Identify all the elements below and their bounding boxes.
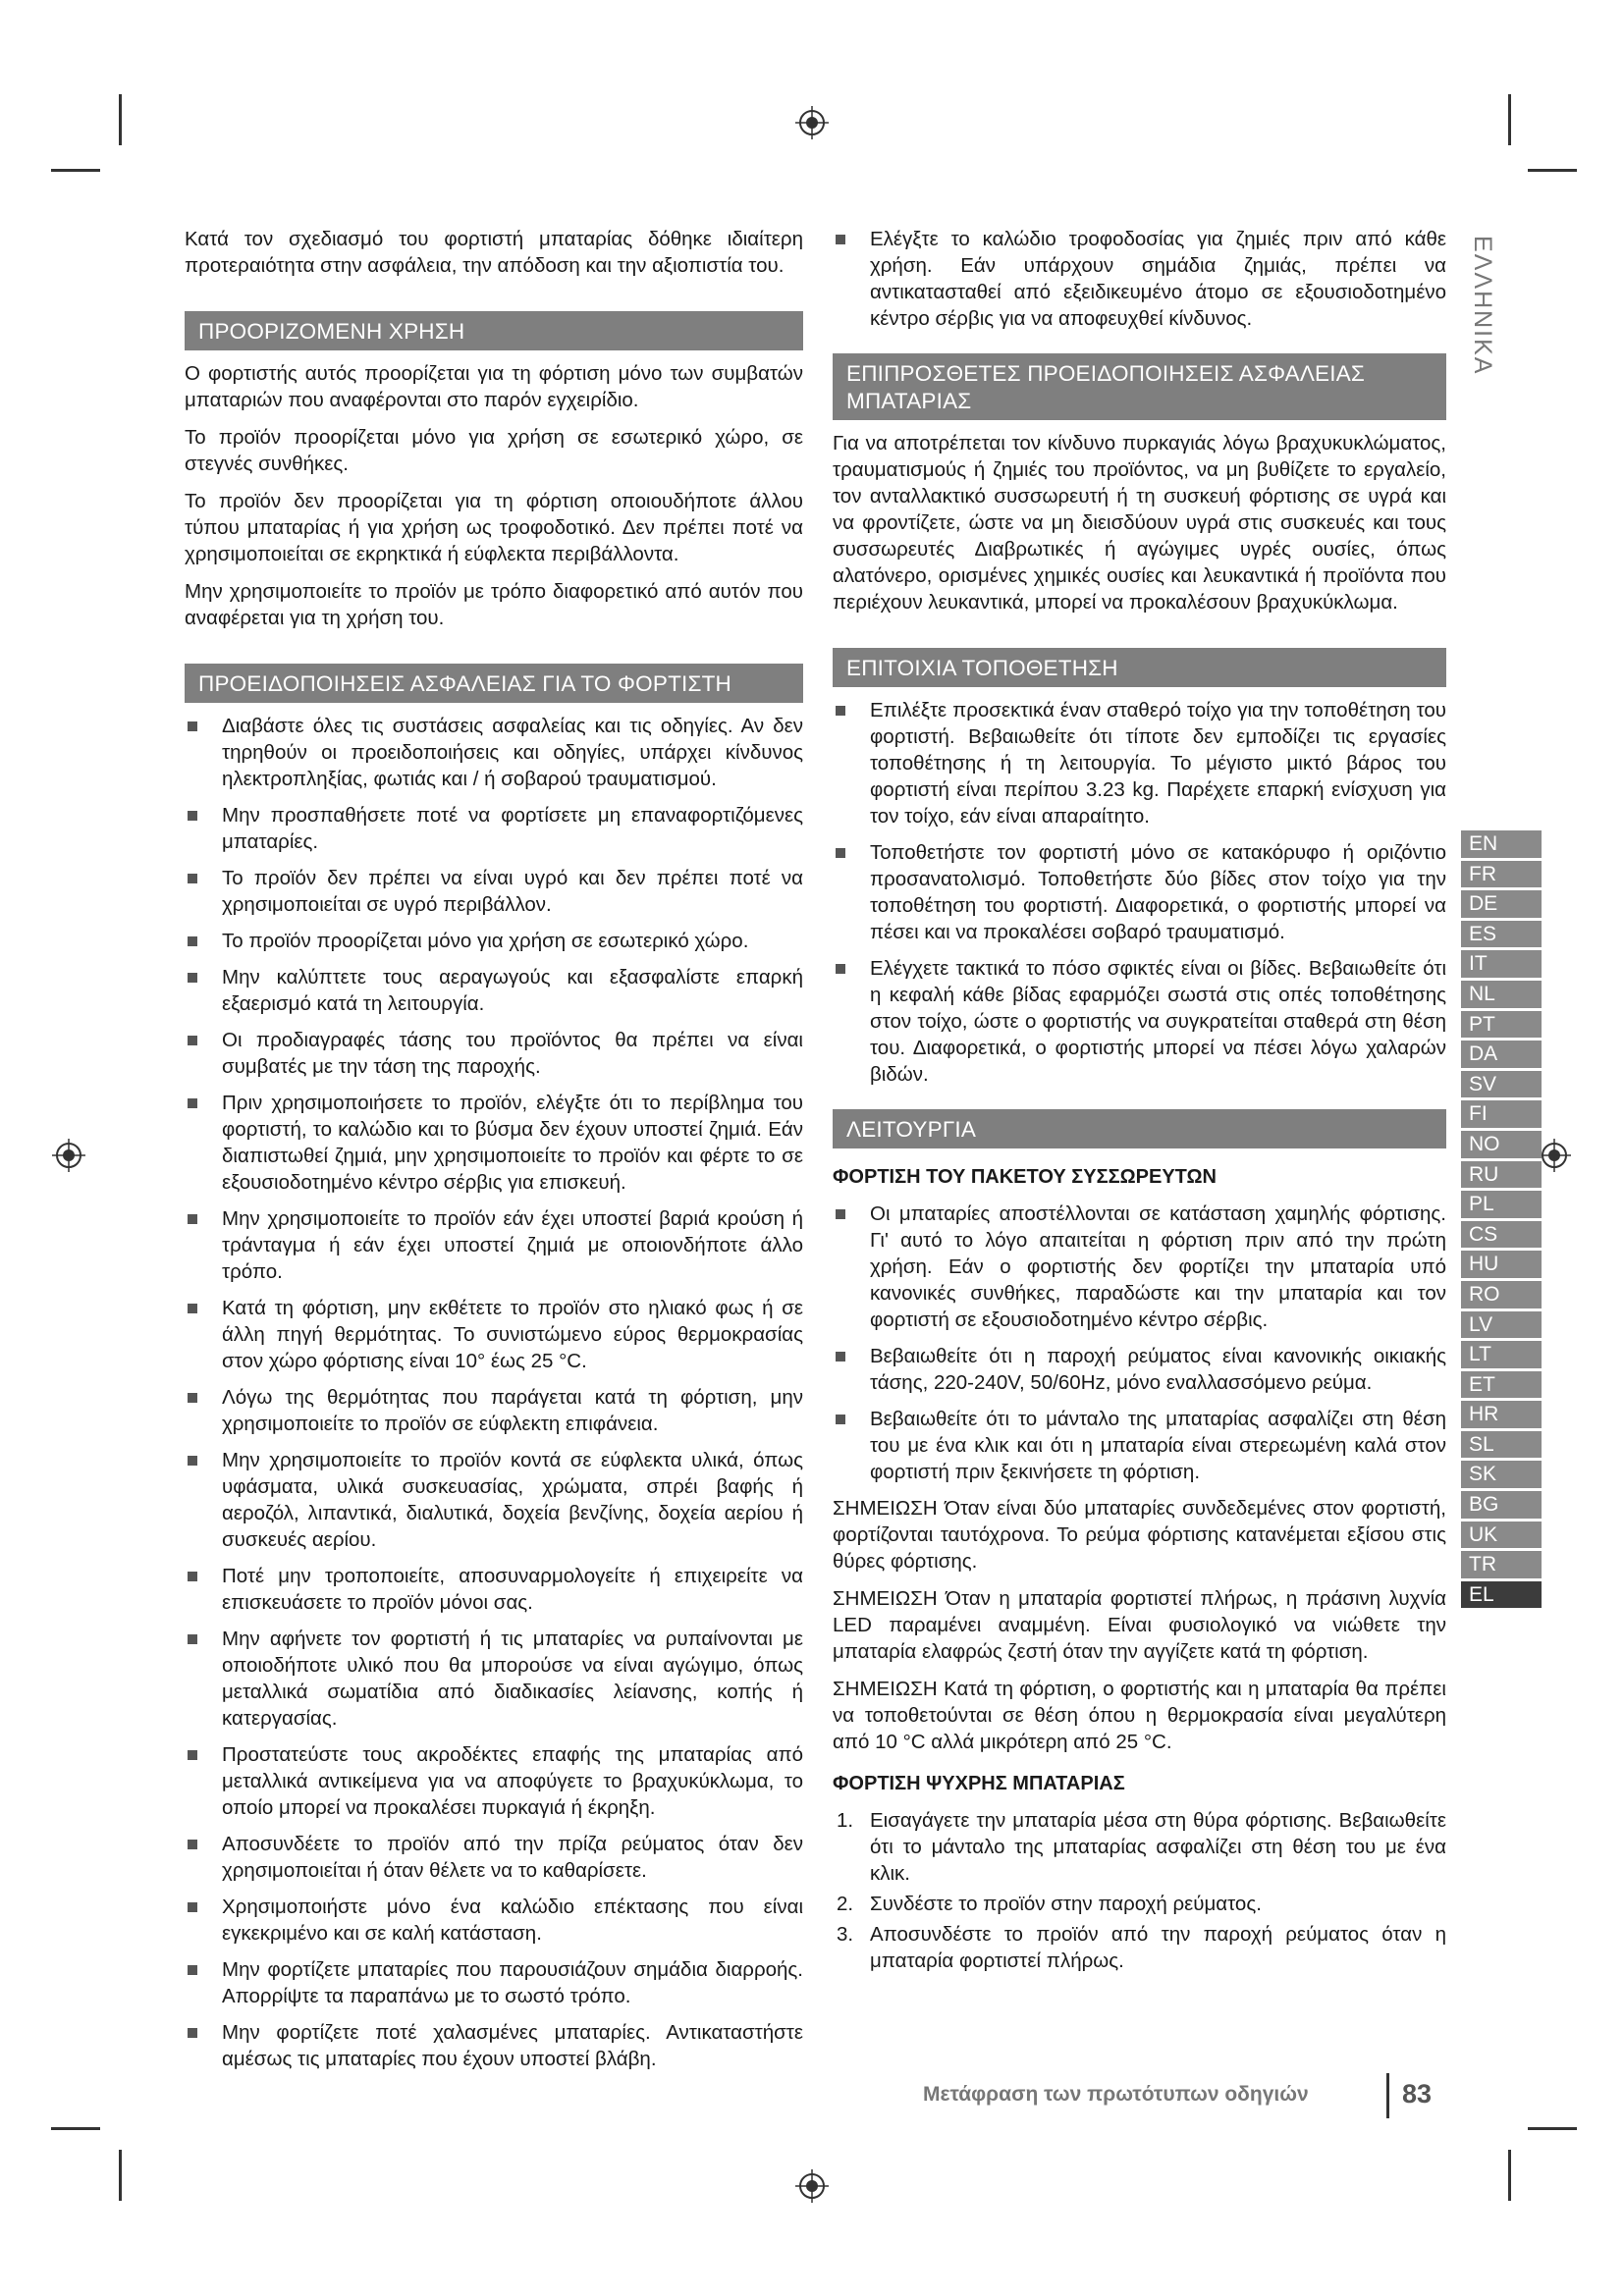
cold-battery-steps <box>833 1807 1446 1974</box>
registration-mark-icon <box>1538 1139 1571 1172</box>
registration-mark-icon <box>52 1139 85 1172</box>
list-item: Τοποθετήστε τον φορτιστή μόνο σε κατακόρυφο ή οριζόντιο προσανατολισμό. Τοποθετήστε δύο βίδες στον τοίχο για την τοποθέτηση του φορτιστή. Διαφορετικά, ο φορτιστής μπορεί να πέσει και να προκαλέσει σοβαρό τραυματισμό. <box>833 839 1446 945</box>
footer-text: Μετάφραση των πρωτότυπων οδηγιών <box>923 2083 1309 2106</box>
page-number: 83 <box>1402 2079 1433 2109</box>
list-item: Αποσυνδέετε το προϊόν από την πρίζα ρεύματος όταν δεν χρησιμοποιείται ή όταν θέλετε να το καθαρίσετε. <box>185 1831 803 1884</box>
footer-divider <box>1386 2073 1389 2118</box>
step-text: Εισαγάγετε την μπαταρία μέσα στη θύρα φόρτισης. Βεβαιωθείτε ότι το μάνταλο της μπαταρίας ασφαλίζει στη θέση του με ένα κλικ. <box>870 1809 1446 1885</box>
language-tab-et[interactable]: ET <box>1461 1371 1542 1399</box>
step-number: 3. <box>837 1923 854 1946</box>
crop-mark <box>51 2127 100 2130</box>
crop-mark <box>1528 2127 1577 2130</box>
charging-pack-list <box>833 1201 1446 1485</box>
language-tab-cs[interactable]: CS <box>1461 1221 1542 1249</box>
list-item: Μην φορτίζετε ποτέ χαλασμένες μπαταρίες. Αντικαταστήστε αμέσως τις μπαταρίες που έχουν υποστεί βλάβη. <box>185 2019 803 2072</box>
list-item: Κατά τη φόρτιση, μην εκθέτετε το προϊόν στο ηλιακό φως ή σε άλλη πηγή θερμότητας. Το συνιστώμενο εύρος θερμοκρασίας στον χώρο φόρτισης είναι 10° έως 25 °C. <box>185 1295 803 1374</box>
language-tab-sl[interactable]: SL <box>1461 1431 1542 1459</box>
list-item: Το προϊόν δεν πρέπει να είναι υγρό και δεν πρέπει ποτέ να χρησιμοποιείται σε υγρό περιβάλλον. <box>185 865 803 918</box>
side-title-text: ΕΛΛΗΝΙΚΑ <box>1469 236 1496 376</box>
list-item: Μην προσπαθήσετε ποτέ να φορτίσετε μη επαναφορτιζόμενες μπαταρίες. <box>185 802 803 855</box>
language-tab-lt[interactable]: LT <box>1461 1341 1542 1368</box>
note-paragraph: ΣΗΜΕΙΩΣΗ Κατά τη φόρτιση, ο φορτιστής και η μπαταρία θα πρέπει να τοποθετούνται σε θέση όπου η θερμοκρασία είναι μεγαλύτερη από 10 °C αλλά μικρότερη από 25 °C. <box>833 1678 1446 1753</box>
language-tab-nl[interactable]: NL <box>1461 981 1542 1008</box>
language-tab-de[interactable]: DE <box>1461 890 1542 918</box>
registration-mark-icon <box>795 106 829 139</box>
paragraph: Ο φορτιστής αυτός προορίζεται για τη φόρτιση μόνο των συμβατών μπαταριών που αναφέρονται στο παρόν εγχειρίδιο. <box>185 362 803 411</box>
language-tabs <box>1461 830 1542 1611</box>
language-tab-fr[interactable]: FR <box>1461 861 1542 888</box>
section-heading-battery-safety <box>833 353 1446 420</box>
side-language-title <box>1463 232 1502 399</box>
step-item <box>833 1807 1446 1887</box>
paragraph: Μην χρησιμοποιείτε το προϊόν με τρόπο διαφορετικό από αυτόν που αναφέρεται για τη χρήση του. <box>185 580 803 629</box>
crop-mark <box>51 169 100 172</box>
heading-line: ΕΠΙΠΡΟΣΘΕΤΕΣ ΠΡΟΕΙΔΟΠΟΙΗΣΕΙΣ ΑΣΦΑΛΕΙΑΣ <box>846 361 1366 386</box>
language-tab-ro[interactable]: RO <box>1461 1281 1542 1308</box>
language-tab-el[interactable]: EL <box>1461 1581 1542 1609</box>
subheading-charging-pack: ΦΟΡΤΙΣΗ ΤΟΥ ΠΑΚΕΤΟΥ ΣΥΣΣΩΡΕΥΤΩΝ <box>833 1166 1217 1188</box>
crop-mark <box>119 94 122 145</box>
language-tab-hu[interactable]: HU <box>1461 1251 1542 1278</box>
paragraph: Για να αποτρέπεται τον κίνδυνο πυρκαγιάς λόγω βραχυκυκλώματος, τραυματισμούς ή ζημιές του προϊόντος, να μη βυθίζετε το εργαλείο, τον ανταλλακτικό συσσωρευτή ή τη συσκευή φόρτισης σε υγρά και να φροντίζετε, ώστε να μη διεισδύουν υγρά στις συσκευές και τους συσσωρευτές Διαβρωτικές ή αγώγιμες υγρές ουσίες, όπως αλατόνερο, ορισμένες χημικές ουσίες και λευκαντικά ή προϊόντα που περιέχουν λευκαντικά, μπορεί να προκαλέσουν βραχυκύκλωμα. <box>833 432 1446 614</box>
heading-line: ΜΠΑΤΑΡΙΑΣ <box>846 389 972 413</box>
list-item: Προστατεύστε τους ακροδέκτες επαφής της μπαταρίας από μεταλλικά αντικείμενα για να αποφύγετε το βραχυκύκλωμα, το οποίο μπορεί να προκαλέσει πυρκαγιά ή έκρηξη. <box>185 1741 803 1821</box>
list-item: Μην καλύπτετε τους αεραγωγούς και εξασφαλίστε επαρκή εξαερισμό κατά τη λειτουργία. <box>185 964 803 1017</box>
language-tab-tr[interactable]: TR <box>1461 1551 1542 1578</box>
list-item: Μην χρησιμοποιείτε το προϊόν κοντά σε εύφλεκτα υλικά, όπως υφάσματα, υλικά συσκευασίας, χρώματα, σπρέι βαφής ή αεροζόλ, λιπαντικά, διαλυτικά, δοχεία βενζίνης, δοχεία αερίου ή συσκευές αερίου. <box>185 1447 803 1553</box>
list-item: Λόγω της θερμότητας που παράγεται κατά τη φόρτιση, μην χρησιμοποιείτε το προϊόν σε εύφλεκτη επιφάνεια. <box>185 1384 803 1437</box>
language-tab-es[interactable]: ES <box>1461 921 1542 948</box>
list-item: Ελέγξτε το καλώδιο τροφοδοσίας για ζημιές πριν από κάθε χρήση. Εάν υπάρχουν σημάδια ζημιάς, πρέπει να αντικατασταθεί από εξειδικευμένο άτομο σε εξουσιοδοτημένο κέντρο σέρβις για να αποφευχθεί κίνδυνος. <box>833 226 1446 332</box>
language-tab-lv[interactable]: LV <box>1461 1311 1542 1339</box>
section-heading-intended-use: ΠΡΟΟΡΙΖΟΜΕΝΗ ΧΡΗΣΗ <box>185 311 803 350</box>
language-tab-sk[interactable]: SK <box>1461 1461 1542 1488</box>
list-item: Πριν χρησιμοποιήσετε το προϊόν, ελέγξτε ότι το περίβλημα του φορτιστή, το καλώδιο και το βύσμα δεν έχουν υποστεί ζημιά. Εάν διαπιστωθεί ζημιά, μην χρησιμοποιείτε το προϊόν και φέρτε το σε εξουσιοδοτημένο κέντρο σέρβις για επισκευή. <box>185 1090 803 1196</box>
charger-safety-list <box>185 713 803 2072</box>
section-heading-charger-safety: ΠΡΟΕΙΔΟΠΟΙΗΣΕΙΣ ΑΣΦΑΛΕΙΑΣ ΓΙΑ ΤΟ ΦΟΡΤΙΣΤΗ <box>185 664 803 703</box>
step-number: 2. <box>837 1893 854 1915</box>
language-tab-uk[interactable]: UK <box>1461 1522 1542 1549</box>
subheading-cold-battery: ΦΟΡΤΙΣΗ ΨΥΧΡΗΣ ΜΠΑΤΑΡΙΑΣ <box>833 1773 1125 1794</box>
list-item: Μην αφήνετε τον φορτιστή ή τις μπαταρίες να ρυπαίνονται με οποιοδήποτε υλικό που θα μπορούσε να είναι αγώγιμο, όπως μεταλλικά σωματίδια από διαδικασίες λείανσης, κοπής ή κατεργασίας. <box>185 1626 803 1732</box>
language-tab-pt[interactable]: PT <box>1461 1011 1542 1039</box>
list-item: Οι προδιαγραφές τάσης του προϊόντος θα πρέπει να είναι συμβατές με την τάση της παροχής. <box>185 1027 803 1080</box>
step-item <box>833 1921 1446 1974</box>
wall-mounting-list <box>833 697 1446 1088</box>
step-text: Αποσυνδέστε το προϊόν από την παροχή ρεύματος όταν η μπαταρία φορτιστεί πλήρως. <box>870 1923 1446 1972</box>
registration-mark-icon <box>795 2169 829 2203</box>
language-tab-fi[interactable]: FI <box>1461 1100 1542 1128</box>
list-item: Χρησιμοποιήστε μόνο ένα καλώδιο επέκτασης που είναι εγκεκριμένο και σε καλή κατάσταση. <box>185 1894 803 1947</box>
crop-mark <box>1528 169 1577 172</box>
language-tab-hr[interactable]: HR <box>1461 1401 1542 1428</box>
list-item: Βεβαιωθείτε ότι η παροχή ρεύματος είναι κανονικής οικιακής τάσης, 220-240V, 50/60Hz, μόνο εναλλασσόμενο ρεύμα. <box>833 1343 1446 1396</box>
list-item: Επιλέξτε προσεκτικά έναν σταθερό τοίχο για την τοποθέτηση του φορτιστή. Βεβαιωθείτε ότι τίποτε δεν εμποδίζει τις εργασίες τοποθέτησης ή τη λειτουργία. Το μέγιστο μικτό βάρος του φορτιστή είναι περίπου 3.23 kg. Παρέχετε επαρκή ενίσχυση για τον τοίχο, εάν είναι απαραίτητο. <box>833 697 1446 829</box>
step-number: 1. <box>837 1809 854 1832</box>
language-tab-it[interactable]: IT <box>1461 950 1542 978</box>
crop-mark <box>119 2150 122 2201</box>
step-text: Συνδέστε το προϊόν στην παροχή ρεύματος. <box>870 1893 1262 1915</box>
language-tab-bg[interactable]: BG <box>1461 1491 1542 1519</box>
language-tab-no[interactable]: NO <box>1461 1131 1542 1158</box>
list-item: Βεβαιωθείτε ότι το μάνταλο της μπαταρίας ασφαλίζει στη θέση του με ένα κλικ και ότι η μπαταρία είναι στερεωμένη καλά στον φορτιστή πριν ξεκινήσετε τη φόρτιση. <box>833 1406 1446 1485</box>
note-paragraph: ΣΗΜΕΙΩΣΗ Όταν είναι δύο μπαταρίες συνδεδεμένες στον φορτιστή, φορτίζονται ταυτόχρονα. Το ρεύμα φόρτισης κατανέμεται εξίσου στις θύρες φόρτισης. <box>833 1497 1446 1573</box>
crop-mark <box>1508 94 1511 145</box>
language-tab-pl[interactable]: PL <box>1461 1191 1542 1218</box>
language-tab-en[interactable]: EN <box>1461 830 1542 858</box>
language-tab-ru[interactable]: RU <box>1461 1161 1542 1189</box>
paragraph: Το προϊόν δεν προορίζεται για τη φόρτιση οποιουδήποτε άλλου τύπου μπαταρίας ή για χρήση ως τροφοδοτικό. Δεν πρέπει ποτέ να χρησιμοποιείται σε εκρηκτικά ή εύφλεκτα περιβάλλοντα. <box>185 490 803 565</box>
paragraph: Το προϊόν προορίζεται μόνο για χρήση σε εσωτερικό χώρο, σε στεγνές συνθήκες. <box>185 426 803 475</box>
list-item: Το προϊόν προορίζεται μόνο για χρήση σε εσωτερικό χώρο. <box>185 928 803 954</box>
list-item: Μην φορτίζετε μπαταρίες που παρουσιάζουν σημάδια διαρροής. Απορρίψτε τα παραπάνω με το σωστό τρόπο. <box>185 1956 803 2009</box>
right-column <box>833 226 1446 1978</box>
step-item <box>833 1891 1446 1917</box>
note-paragraph: ΣΗΜΕΙΩΣΗ Όταν η μπαταρία φορτιστεί πλήρως, η πράσινη λυχνία LED παραμένει αναμμένη. Είναι φυσιολογικό να νιώθετε την μπαταρία ελαφρώς ζεστή όταν την αγγίζετε κατά τη φόρτιση. <box>833 1587 1446 1663</box>
list-item: Ελέγχετε τακτικά το πόσο σφικτές είναι οι βίδες. Βεβαιωθείτε ότι η κεφαλή κάθε βίδας εφαρμόζει σωστά στις οπές τοποθέτησης στον τοίχο, ώστε ο φορτιστής να συγκρατείται σταθερά στη θέση του. Διαφορετικά, ο φορτιστής μπορεί να πέσει λόγω χαλαρών βιδών. <box>833 955 1446 1088</box>
crop-mark <box>1508 2150 1511 2201</box>
intro-paragraph: Κατά τον σχεδιασμό του φορτιστή μπαταρίας δόθηκε ιδιαίτερη προτεραιότητα στην ασφάλεια, την απόδοση και την αξιοπιστία του. <box>185 228 803 277</box>
power-cord-list <box>833 226 1446 332</box>
list-item: Μην χρησιμοποιείτε το προϊόν εάν έχει υποστεί βαριά κρούση ή τράνταγμα ή εάν έχει υποστεί ζημιά με οποιονδήποτε άλλο τρόπο. <box>185 1205 803 1285</box>
left-column <box>185 226 803 2082</box>
list-item: Ποτέ μην τροποποιείτε, αποσυναρμολογείτε ή επιχειρείτε να επισκευάσετε το προϊόν μόνοι σας. <box>185 1563 803 1616</box>
list-item: Οι μπαταρίες αποστέλλονται σε κατάσταση χαμηλής φόρτισης. Γι' αυτό το λόγο απαιτείται η φόρτιση πριν από την πρώτη χρήση. Εάν ο φορτιστής δεν φορτίζει την μπαταρία υπό κανονικές συνθήκες, παραδώστε και την μπαταρία και τον φορτιστή σε εξουσιοδοτημένο κέντρο σέρβις. <box>833 1201 1446 1333</box>
language-tab-da[interactable]: DA <box>1461 1041 1542 1068</box>
section-heading-wall-mounting: ΕΠΙΤΟΙΧΙΑ ΤΟΠΟΘΕΤΗΣΗ <box>833 648 1446 687</box>
section-heading-operation: ΛΕΙΤΟΥΡΓΙΑ <box>833 1109 1446 1148</box>
list-item: Διαβάστε όλες τις συστάσεις ασφαλείας και τις οδηγίες. Αν δεν τηρηθούν οι προειδοποιήσεις και οδηγίες, υπάρχει κίνδυνος ηλεκτροπληξίας, φωτιάς και / ή σοβαρού τραυματισμού. <box>185 713 803 792</box>
language-tab-sv[interactable]: SV <box>1461 1071 1542 1098</box>
